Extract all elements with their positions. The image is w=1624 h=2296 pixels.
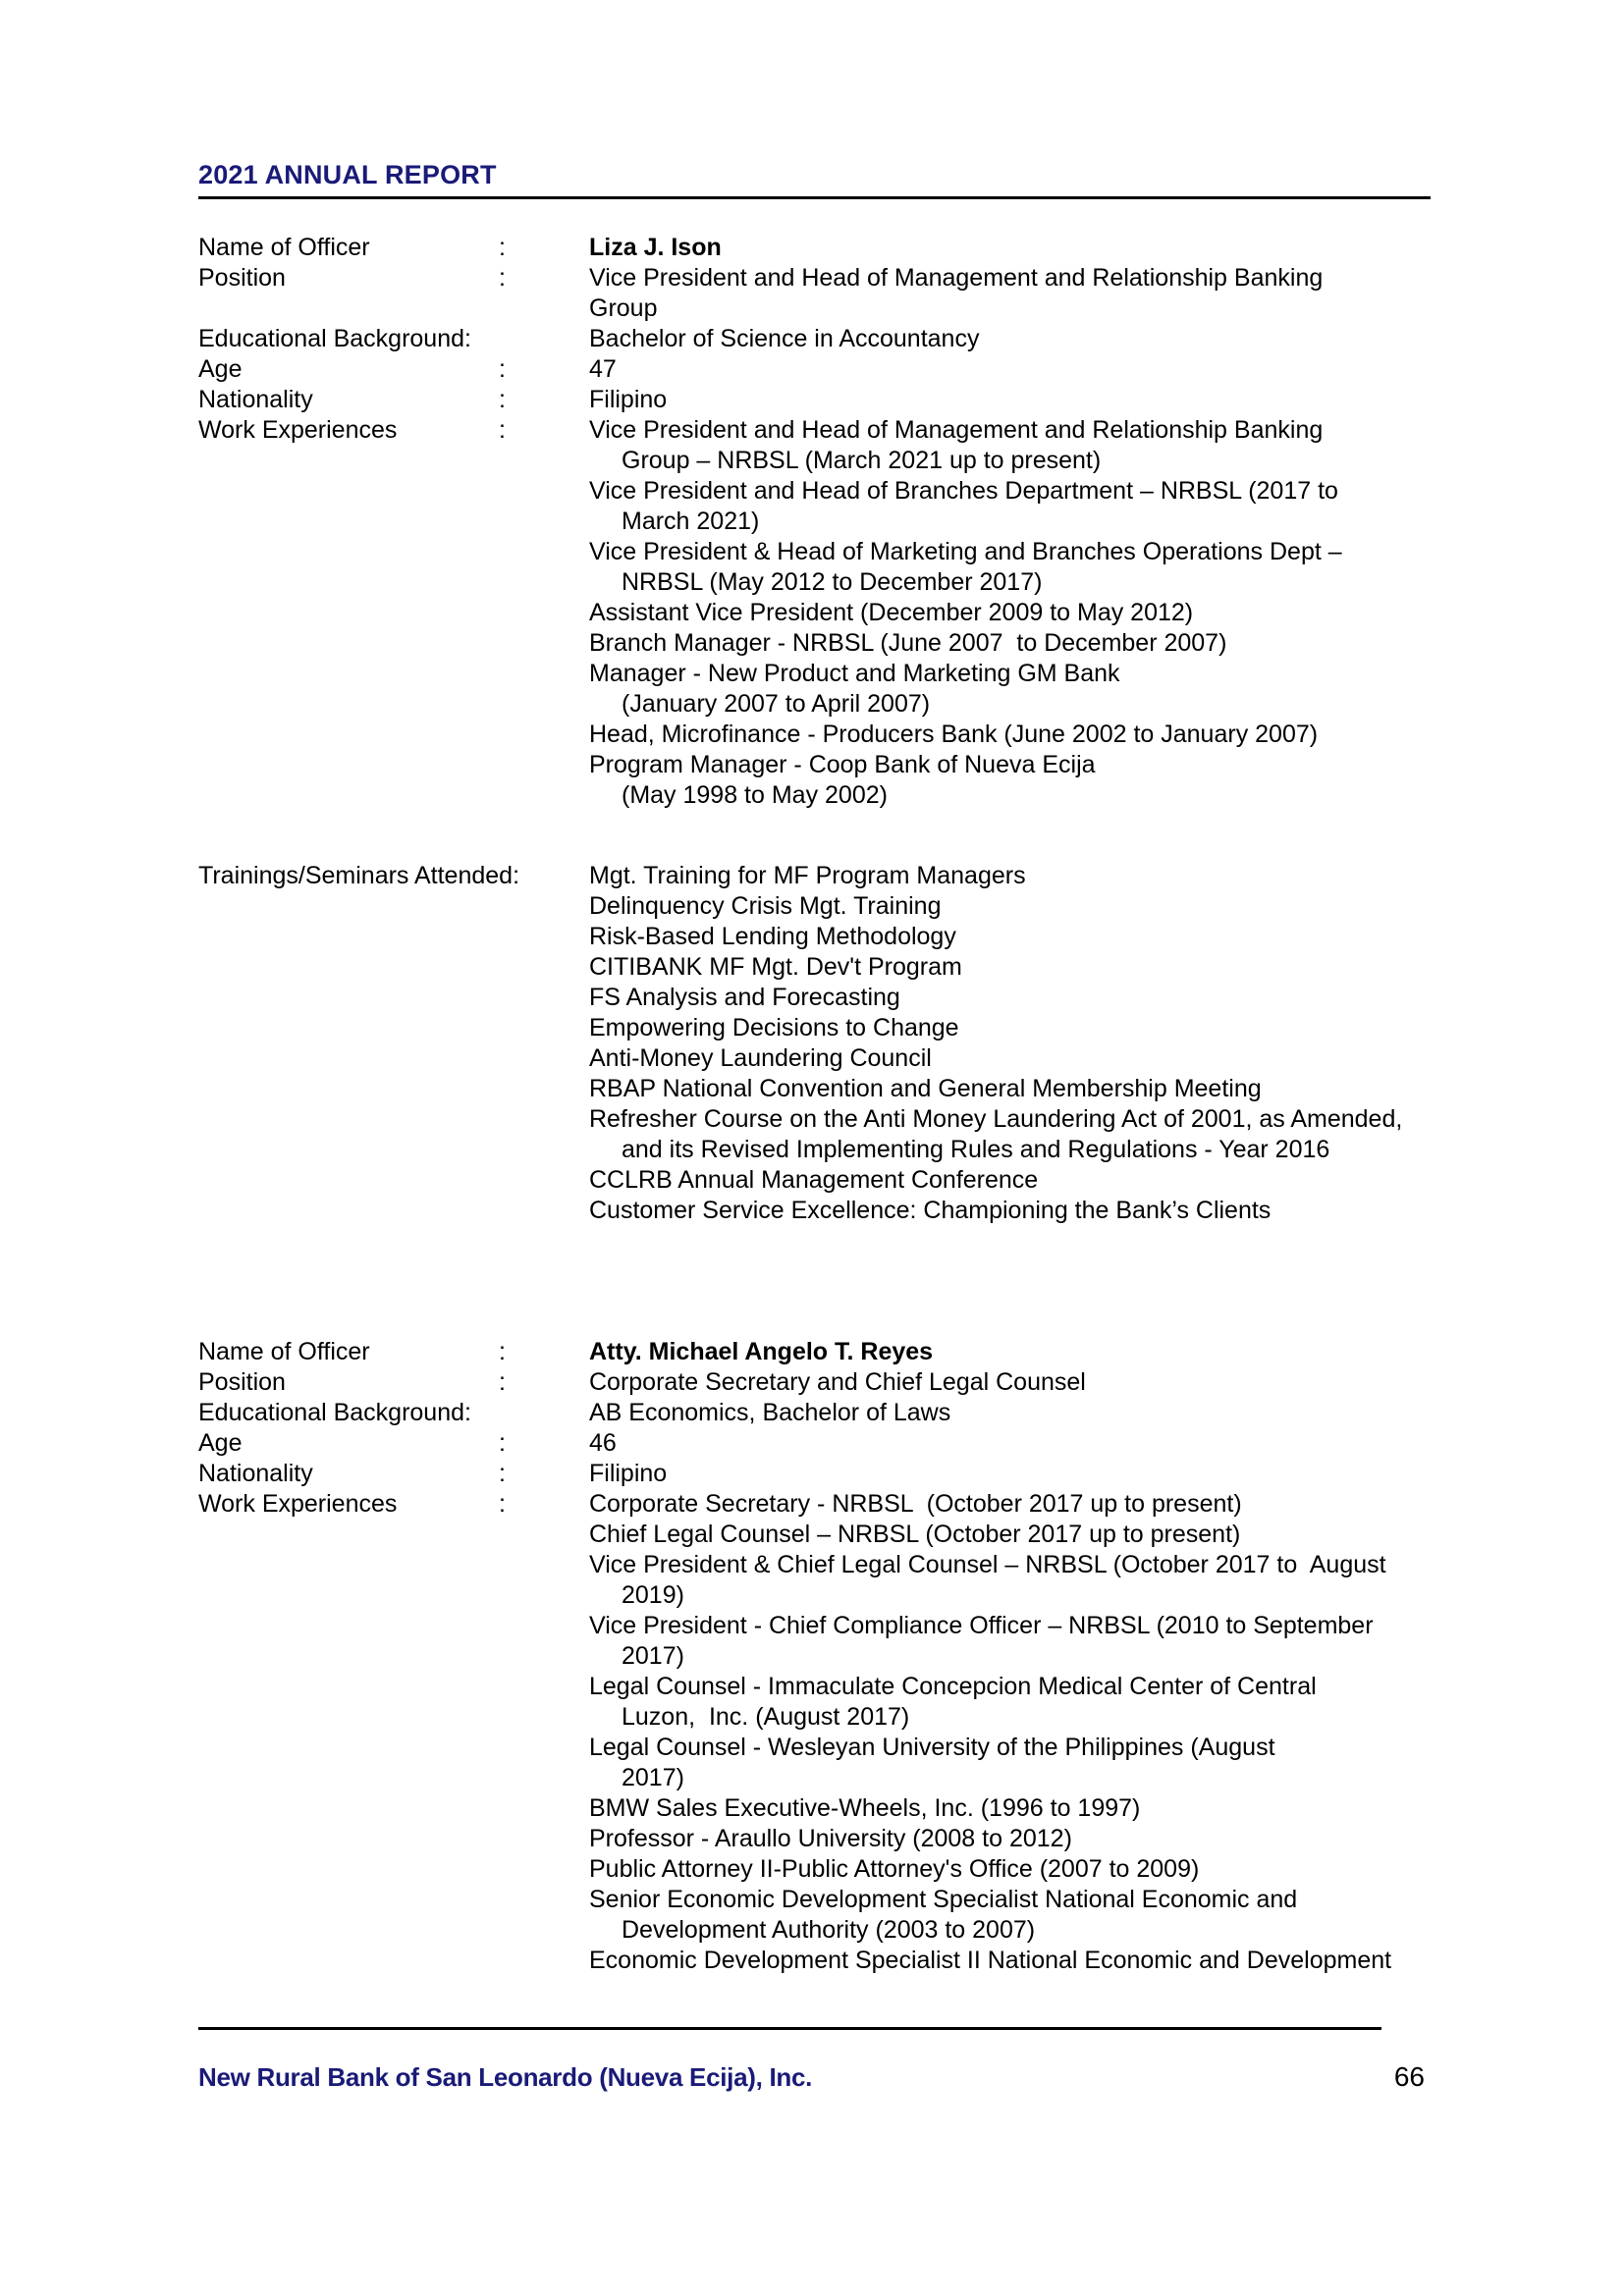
field-colon: : [499, 386, 506, 413]
officer-nationality: Filipino [589, 1460, 668, 1487]
field-row-trainings [198, 861, 1431, 1226]
field-colon: : [499, 1368, 506, 1396]
work-line: 2017) [622, 1764, 684, 1791]
work-line: (January 2007 to April 2007) [622, 690, 931, 718]
work-line: Development Authority (2003 to 2007) [622, 1916, 1036, 1944]
field-label-nationality: Nationality [198, 1460, 313, 1487]
work-line: 2017) [622, 1642, 684, 1670]
work-line: Assistant Vice President (December 2009 to May 2012) [589, 599, 1194, 626]
field-label-trainings [198, 861, 520, 891]
field-row-work [198, 1489, 1431, 1976]
field-label-education [198, 324, 499, 354]
field-label-work: Work Experiences [198, 416, 398, 444]
officer-work-experiences [589, 1489, 1431, 1976]
work-line: Chief Legal Counsel – NRBSL (October 2017 up to present) [589, 1521, 1241, 1548]
field-colon: : [499, 1460, 506, 1487]
label-text: Educational Background [198, 1399, 465, 1426]
training-line: Empowering Decisions to Change [589, 1014, 959, 1041]
officer-nationality: Filipino [589, 386, 668, 413]
field-label-age: Age [198, 355, 243, 383]
field-row-education [198, 1398, 1431, 1428]
footer-page-number: 66 [1393, 2061, 1425, 2092]
work-line: Program Manager - Coop Bank of Nueva Ecija [589, 751, 1096, 778]
field-row-position [198, 1367, 1431, 1398]
training-line: Customer Service Excellence: Championing the Bank’s Clients [589, 1197, 1272, 1224]
field-colon: : [499, 264, 506, 292]
page-title: 2021 ANNUAL REPORT [198, 160, 497, 189]
field-colon: : [499, 1429, 506, 1457]
label-colon: : [464, 1399, 471, 1426]
training-line: Anti-Money Laundering Council [589, 1044, 932, 1072]
field-row-name [198, 1337, 1431, 1367]
work-line: Head, Microfinance - Producers Bank (June 2002 to January 2007) [589, 721, 1319, 748]
training-line: RBAP National Convention and General Membership Meeting [589, 1075, 1262, 1102]
field-row-nationality [198, 1459, 1431, 1489]
field-label-education [198, 1398, 499, 1428]
work-line: Corporate Secretary - NRBSL (October 2017 up to present) [589, 1490, 1242, 1518]
label-colon: : [464, 325, 471, 352]
officer-education [589, 324, 1431, 354]
field-label-name: Name of Officer [198, 1338, 370, 1365]
footer-divider [198, 2027, 1381, 2030]
header-divider [198, 196, 1431, 199]
field-label-nationality: Nationality [198, 386, 313, 413]
work-line: Vice President & Chief Legal Counsel – NRBSL (October 2017 to August [589, 1551, 1386, 1578]
officer-trainings [589, 861, 1431, 1226]
position-line: Group [589, 294, 658, 322]
training-line: CITIBANK MF Mgt. Dev't Program [589, 953, 962, 981]
training-line: Risk-Based Lending Methodology [589, 923, 956, 950]
field-label-name: Name of Officer [198, 234, 370, 261]
officer-profile-2 [198, 1337, 1431, 1976]
work-line: Senior Economic Development Specialist National Economic and [589, 1886, 1298, 1913]
work-line: Legal Counsel - Wesleyan University of the Philippines (August [589, 1734, 1275, 1761]
field-row-education [198, 324, 1431, 354]
training-line: Refresher Course on the Anti Money Laundering Act of 2001, as Amended, [589, 1105, 1403, 1133]
training-line: and its Revised Implementing Rules and Regulations - Year 2016 [622, 1136, 1330, 1163]
field-label-work: Work Experiences [198, 1490, 398, 1518]
position-line: Vice President and Head of Management and Relationship Banking [589, 264, 1324, 292]
officer-name: Liza J. Ison [589, 234, 722, 261]
field-colon: : [499, 234, 506, 261]
work-line: Vice President and Head of Management and Relationship Banking [589, 416, 1324, 444]
officer-position [589, 263, 1431, 324]
training-line: Delinquency Crisis Mgt. Training [589, 892, 942, 920]
education-line: Bachelor of Science in Accountancy [589, 325, 980, 352]
label-text: Educational Background [198, 325, 465, 352]
work-line: Luzon, Inc. (August 2017) [622, 1703, 910, 1731]
work-line: Vice President - Chief Compliance Officer – NRBSL (2010 to September [589, 1612, 1374, 1639]
field-colon: : [499, 1338, 506, 1365]
officer-age: 47 [589, 355, 617, 383]
field-colon: : [499, 1490, 506, 1518]
page-footer [198, 2027, 1431, 2093]
work-line: NRBSL (May 2012 to December 2017) [622, 568, 1043, 596]
work-line: BMW Sales Executive-Wheels, Inc. (1996 to 1997) [589, 1794, 1141, 1822]
field-label-position: Position [198, 1368, 286, 1396]
officer-position [589, 1367, 1431, 1398]
field-row-name [198, 233, 1431, 263]
field-label-position: Position [198, 264, 286, 292]
work-line: Economic Development Specialist II National Economic and Development [589, 1947, 1392, 1974]
page-content [198, 160, 1431, 1976]
officer-age: 46 [589, 1429, 617, 1457]
field-row-nationality [198, 385, 1431, 415]
education-line: AB Economics, Bachelor of Laws [589, 1399, 951, 1426]
field-row-age [198, 1428, 1431, 1459]
work-line: March 2021) [622, 507, 760, 535]
work-line: Vice President and Head of Branches Department – NRBSL (2017 to [589, 477, 1338, 505]
work-line: Public Attorney II-Public Attorney's Office (2007 to 2009) [589, 1855, 1200, 1883]
work-line: Group – NRBSL (March 2021 up to present) [622, 447, 1102, 474]
officer-name: Atty. Michael Angelo T. Reyes [589, 1338, 934, 1365]
officer-profile-1 [198, 233, 1431, 1226]
training-line: FS Analysis and Forecasting [589, 984, 900, 1011]
work-line: Legal Counsel - Immaculate Concepcion Medical Center of Central [589, 1673, 1317, 1700]
officer-work-experiences [589, 415, 1431, 811]
training-line: CCLRB Annual Management Conference [589, 1166, 1039, 1194]
work-line: (May 1998 to May 2002) [622, 781, 888, 809]
footer-bank-name: New Rural Bank of San Leonardo (Nueva Ecija), Inc. [198, 2062, 813, 2092]
work-line: 2019) [622, 1581, 684, 1609]
field-colon: : [499, 416, 506, 444]
label-colon: : [513, 862, 520, 889]
label-text: Trainings/Seminars Attended [198, 862, 514, 889]
work-line: Branch Manager - NRBSL (June 2007 to December 2007) [589, 629, 1227, 657]
work-line: Professor - Araullo University (2008 to 2012) [589, 1825, 1072, 1852]
field-colon: : [499, 355, 506, 383]
officer-education [589, 1398, 1431, 1428]
field-label-age: Age [198, 1429, 243, 1457]
field-row-age [198, 354, 1431, 385]
work-line: Manager - New Product and Marketing GM Bank [589, 660, 1120, 687]
training-line: Mgt. Training for MF Program Managers [589, 862, 1026, 889]
field-row-position [198, 263, 1431, 324]
work-line: Vice President & Head of Marketing and Branches Operations Dept – [589, 538, 1342, 565]
footer-row [198, 2061, 1431, 2093]
position-line: Corporate Secretary and Chief Legal Counsel [589, 1368, 1086, 1396]
field-row-work [198, 415, 1431, 811]
